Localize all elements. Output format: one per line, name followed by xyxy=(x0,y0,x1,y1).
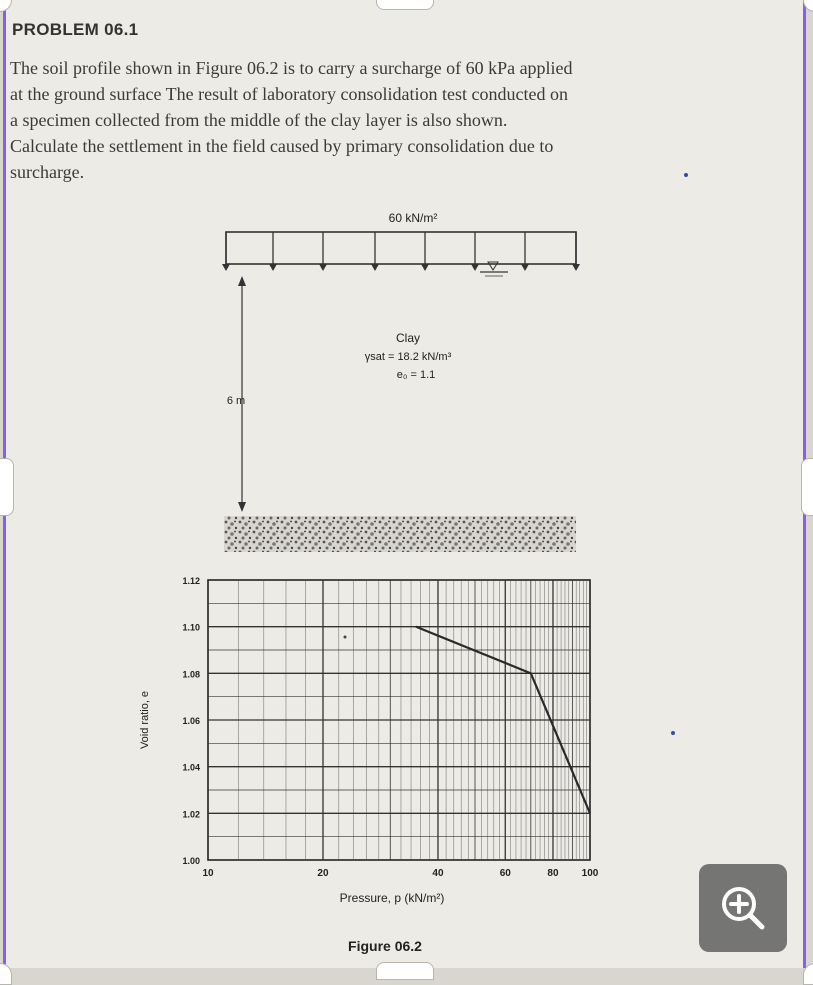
x-tick-label: 80 xyxy=(547,868,559,879)
crop-handle-left[interactable] xyxy=(0,458,14,516)
surcharge-load xyxy=(222,211,580,276)
void-ratio-label: e₀ = 1.1 xyxy=(396,369,436,381)
unit-weight-label: γsat = 18.2 kN/m³ xyxy=(364,351,452,363)
x-axis-label: Pressure, p (kN/m²) xyxy=(339,891,445,905)
y-tick-label: 1.00 xyxy=(182,856,200,866)
e-log-p-chart xyxy=(139,576,599,905)
y-tick-label: 1.06 xyxy=(182,716,200,726)
zoom-in-icon xyxy=(715,880,771,936)
figure-caption: Figure 06.2 xyxy=(348,938,422,954)
soil-name: Clay xyxy=(395,331,421,345)
problem-line: at the ground surface The result of laboratory consolidation test conducted on xyxy=(10,84,568,104)
problem-line: surcharge. xyxy=(10,162,85,182)
zoom-button[interactable] xyxy=(699,864,787,952)
x-tick-label: 100 xyxy=(581,868,599,879)
speck xyxy=(671,731,675,735)
x-tick-label: 20 xyxy=(317,868,329,879)
y-tick-label: 1.02 xyxy=(182,809,200,820)
gravel-layer xyxy=(224,516,576,552)
load-label: 60 kN/m² xyxy=(388,211,438,225)
problem-line: The soil profile shown in Figure 06.2 is to carry a surcharge of 60 kPa applied xyxy=(10,58,573,78)
problem-heading: PROBLEM 06.1 xyxy=(12,20,139,39)
crop-handle-bottom[interactable] xyxy=(376,962,434,980)
y-axis-label: Void ratio, e xyxy=(139,690,151,750)
x-tick-label: 10 xyxy=(202,868,214,879)
speck xyxy=(684,173,688,177)
y-tick-label: 1.08 xyxy=(182,669,200,680)
load-arrows xyxy=(226,232,576,268)
y-tick-label: 1.04 xyxy=(182,762,200,773)
x-tick-label: 60 xyxy=(499,868,511,879)
y-tick-labels xyxy=(182,576,200,866)
crop-handle-top[interactable] xyxy=(376,0,434,10)
depth-label: 6 m xyxy=(226,395,246,407)
grid xyxy=(208,580,590,860)
clay-properties xyxy=(365,331,452,381)
x-tick-labels xyxy=(202,868,598,879)
problem-line: Calculate the settlement in the field caused by primary consolidation due to xyxy=(10,136,554,156)
crop-handle-right[interactable] xyxy=(801,458,813,516)
y-tick-label: 1.10 xyxy=(182,622,200,633)
depth-dimension xyxy=(227,276,246,512)
x-tick-label: 40 xyxy=(432,868,444,879)
problem-line: a specimen collected from the middle of the clay layer is also shown. xyxy=(10,110,508,130)
y-tick-label: 1.12 xyxy=(182,576,200,586)
load-box xyxy=(226,232,576,264)
speck xyxy=(344,636,347,639)
